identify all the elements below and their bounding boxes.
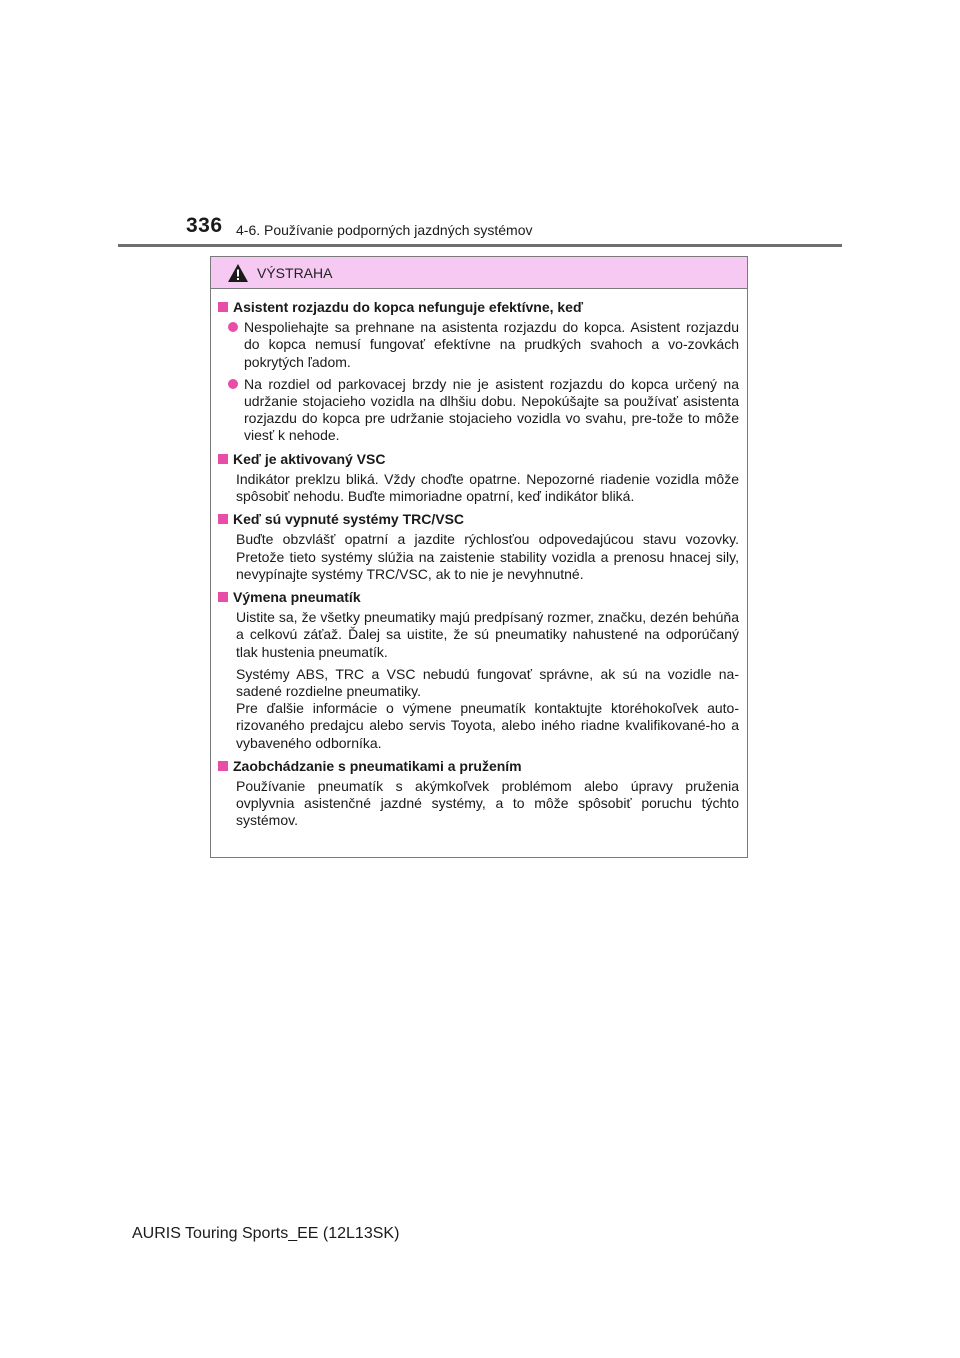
square-bullet-icon [218,514,228,524]
header-rule [118,244,842,247]
list-item [228,376,739,445]
section-heading-text: Keď sú vypnuté systémy TRC/VSC [233,511,465,528]
paragraph: Používanie pneumatík s akýmkoľvek problémom alebo úpravy pruženia ovplyvnia asistenčné jazdné systémy, a to môže spôsobiť poruchu týchto systémov. [236,778,739,829]
paragraph: Pre ďalšie informácie o výmene pneumatík kontaktujte ktoréhokoľvek auto-rizovaného predajcu alebo servis Toyota, alebo iného riadne kvalifikované-ho a vybaveného odborníka. [236,700,739,751]
section-title: 4-6. Používanie podporných jazdných systémov [236,222,533,238]
warning-title: VÝSTRAHA [257,264,333,281]
warning-section [218,511,739,583]
paragraph: Uistite sa, že všetky pneumatiky majú predpísaný rozmer, značku, dezén behúňa a celkovú záťaž. Ďalej sa uistite, že sú pneumatiky nahustené na odporúčaný tlak hustenia pneumatík. [236,609,739,660]
paragraph: Buďte obzvlášť opatrní a jazdite rýchlosťou odpovedajúcou stavu vozovky. Pretože tieto systémy slúžia na zaistenie stability vozidla a prenosu hnacej sily, nevypínajte systémy TRC/VSC, ak to nie je nevyhnutné. [236,531,739,582]
square-bullet-icon [218,454,228,464]
warning-triangle-icon [227,263,249,283]
warning-box [210,256,748,858]
section-heading-text: Zaobchádzanie s pneumatikami a pružením [233,757,522,774]
footer-text: AURIS Touring Sports_EE (12L13SK) [132,1225,400,1242]
bullet-text: Na rozdiel od parkovacej brzdy nie je asistent rozjazdu do kopca určený na udržanie stojacieho vozidla na dlhšiu dobu. Nepokúšajte sa používať asistenta rozjazdu do kopca pre udržanie stojacieho vozidla vo svahu, pre-tože to môže viesť k nehode. [244,375,739,444]
bullet-text: Nespoliehajte sa prehnane na asistenta rozjazdu do kopca. Asistent rozjazdu do kopca nemusí fungovať efektívne na prudkých svahoch a vo-zovkách pokrytých ľadom. [244,319,739,370]
warning-section [218,758,739,830]
section-heading [218,589,739,606]
warning-section [218,589,739,752]
section-heading [218,299,739,316]
section-heading-text: Asistent rozjazdu do kopca nefunguje efektívne, keď [233,299,584,315]
square-bullet-icon [218,302,228,312]
square-bullet-icon [218,761,228,771]
paragraph: Indikátor preklzu bliká. Vždy choďte opatrne. Nepozorné riadenie vozidla môže spôsobiť nehodu. Buďte mimoriadne opatrní, keď indikátor bliká. [236,470,739,505]
warning-header [211,257,747,289]
section-heading-text: Výmena pneumatík [233,589,361,606]
warning-section [218,451,739,506]
warning-body [211,289,747,830]
section-heading [218,451,739,468]
section-heading-text: Keď je aktivovaný VSC [233,450,386,467]
section-heading [218,511,739,528]
dot-bullet-icon [228,322,238,332]
square-bullet-icon [218,592,228,602]
section-heading [218,758,739,775]
dot-bullet-icon [228,379,238,389]
list-item [228,319,739,371]
page-number: 336 [186,214,223,237]
warning-section [218,299,739,445]
paragraph: Systémy ABS, TRC a VSC nebudú fungovať správne, ak sú na vozidle na-sadené rozdielne pneumatiky. [236,665,739,700]
